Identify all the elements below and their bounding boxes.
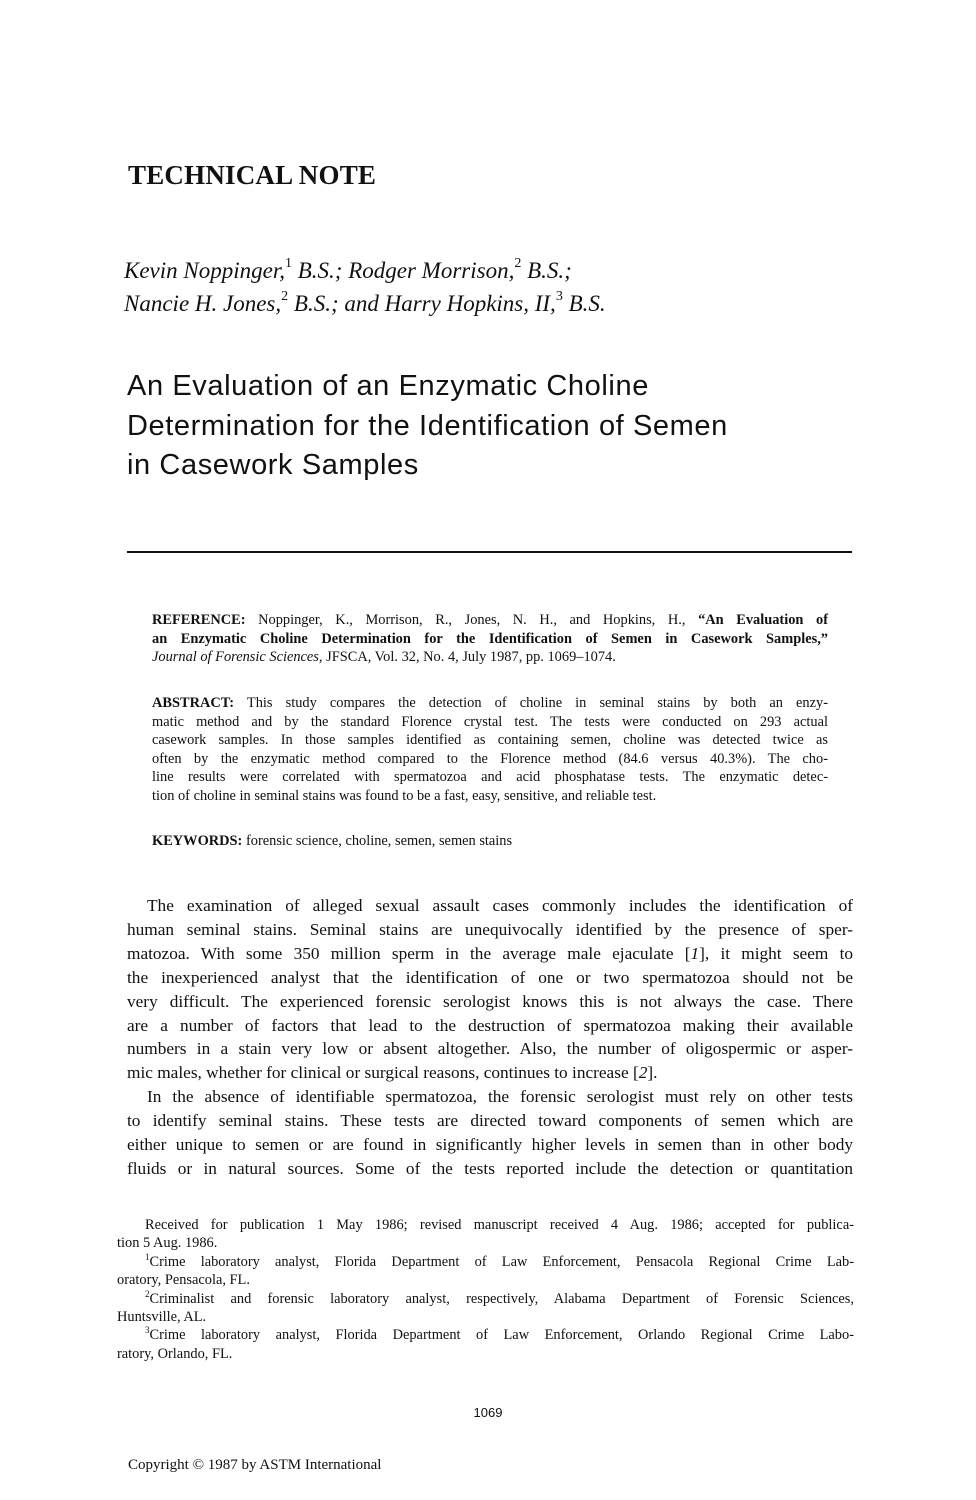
reference-title: an Enzymatic Choline Determination for the Identification of Semen in Casework Samples,” bbox=[152, 630, 828, 647]
author-name: Kevin Noppinger, bbox=[124, 258, 285, 283]
author-line-2 bbox=[124, 287, 606, 320]
footnote-mark: 3 bbox=[145, 1325, 150, 1336]
reference-block bbox=[152, 611, 828, 667]
author-name: Rodger Morrison, bbox=[348, 258, 515, 283]
reference-label: REFERENCE: bbox=[152, 612, 246, 628]
affiliation-mark: 2 bbox=[514, 256, 522, 272]
paper-title bbox=[127, 367, 867, 486]
body-line: numbers in a stain very low or absent altogether. Also, the number of oligospermic or asper- bbox=[127, 1039, 853, 1059]
author-line-1 bbox=[124, 254, 606, 287]
footnote-line: Huntsville, AL. bbox=[117, 1309, 207, 1326]
reference-title: “An Evaluation of bbox=[698, 612, 828, 628]
body-text-span: ], it might seem to bbox=[699, 943, 854, 963]
body-text-span: ]. bbox=[647, 1063, 658, 1083]
keywords-text: forensic science, choline, semen, semen stains bbox=[242, 833, 513, 849]
abstract-line bbox=[152, 694, 828, 713]
title-divider bbox=[127, 551, 852, 553]
reference-line bbox=[152, 611, 828, 630]
body-text-span: mic males, whether for clinical or surgical reasons, continues to increase [ bbox=[127, 1063, 639, 1083]
footnote-text: Crime laboratory analyst, Florida Department of Law Enforcement, Pensacola Regional Crime Lab- bbox=[149, 1253, 854, 1270]
affiliation-mark: 1 bbox=[285, 256, 292, 272]
affiliation-mark: 2 bbox=[281, 289, 289, 305]
citation-ref: 1 bbox=[690, 943, 700, 963]
footnote-text: Criminalist and forensic laboratory analyst, respectively, Alabama Department of Forensic Sciences, bbox=[149, 1290, 854, 1307]
author-list bbox=[124, 254, 606, 320]
body-line: the inexperienced analyst that the identification of one or two spermatozoa should not be bbox=[127, 967, 853, 987]
author-name: Nancie H. Jones, bbox=[124, 291, 282, 316]
abstract-block bbox=[152, 694, 828, 805]
page-number: 1069 bbox=[473, 1405, 503, 1420]
footnote-line bbox=[117, 1253, 854, 1271]
reference-journal: Journal of Forensic Sciences, bbox=[152, 649, 323, 665]
copyright-notice: Copyright © 1987 by ASTM International bbox=[128, 1457, 382, 1473]
footnote-line bbox=[117, 1326, 854, 1344]
body-line bbox=[127, 1061, 853, 1085]
footnote-line: ratory, Orlando, FL. bbox=[117, 1345, 233, 1362]
footnote-line: tion 5 Aug. 1986. bbox=[117, 1235, 218, 1252]
footnote-mark: 2 bbox=[145, 1288, 150, 1299]
title-line: An Evaluation of an Enzymatic Choline bbox=[127, 370, 649, 402]
abstract-line: tion of choline in seminal stains was found to be a fast, easy, sensitive, and reliable test. bbox=[152, 787, 657, 804]
abstract-label: ABSTRACT: bbox=[152, 695, 235, 711]
citation-ref: 2 bbox=[638, 1063, 648, 1083]
author-degree: B.S.; bbox=[521, 258, 572, 283]
body-line: either unique to semen or are found in significantly higher levels in semen than in other body bbox=[127, 1135, 853, 1155]
abstract-line: matic method and by the standard Florence crystal test. The tests were conducted on 293 actual bbox=[152, 713, 828, 730]
footnote-text: Crime laboratory analyst, Florida Department of Law Enforcement, Orlando Regional Crime Labo- bbox=[149, 1327, 854, 1344]
abstract-line: casework samples. In those samples identified as containing semen, choline was detected twice as bbox=[152, 732, 828, 748]
body-line: very difficult. The experienced forensic serologist knows this is not always the case. There bbox=[127, 991, 853, 1011]
abstract-line: often by the enzymatic method compared to the Florence method (84.6 versus 40.3%). The cho- bbox=[152, 750, 828, 767]
body-text-span: matozoa. With some 350 million sperm in the average male ejaculate [ bbox=[127, 943, 691, 963]
body-text bbox=[127, 894, 853, 1181]
reference-authors: Noppinger, K., Morrison, R., Jones, N. H., and Hopkins, H., bbox=[245, 612, 699, 628]
title-line: in Casework Samples bbox=[127, 449, 419, 481]
section-label: TECHNICAL NOTE bbox=[128, 160, 377, 190]
author-name: Harry Hopkins, II, bbox=[384, 291, 556, 316]
reference-line bbox=[152, 648, 828, 667]
title-line: Determination for the Identification of Semen bbox=[127, 409, 728, 442]
footnote-line: oratory, Pensacola, FL. bbox=[117, 1272, 250, 1289]
body-line bbox=[127, 942, 853, 966]
author-degree: B.S. bbox=[562, 291, 606, 316]
footnote-line bbox=[117, 1290, 854, 1308]
body-line: fluids or in natural sources. Some of the tests reported include the detection or quantitation bbox=[127, 1158, 853, 1178]
footnote-mark: 1 bbox=[145, 1252, 150, 1263]
keywords-label: KEYWORDS: bbox=[152, 833, 243, 849]
body-line: The examination of alleged sexual assault cases commonly includes the identification of bbox=[147, 896, 853, 915]
keywords-line bbox=[152, 832, 828, 851]
body-line: are a number of factors that lead to the destruction of spermatozoa making their available bbox=[127, 1015, 853, 1035]
body-line: to identify seminal stains. These tests are directed toward components of semen which are bbox=[127, 1111, 853, 1131]
reference-line bbox=[152, 630, 828, 649]
affiliation-mark: 3 bbox=[555, 289, 563, 305]
footnotes bbox=[117, 1216, 854, 1363]
body-line: human seminal stains. Seminal stains are unequivocally identified by the presence of sper- bbox=[127, 919, 853, 939]
abstract-line: line results were correlated with spermatozoa and acid phosphatase tests. The enzymatic detec- bbox=[152, 769, 828, 785]
keywords-block bbox=[152, 832, 828, 851]
abstract-text: This study compares the detection of choline in seminal stains by both an enzy- bbox=[234, 695, 828, 711]
author-degree: B.S.; bbox=[292, 258, 349, 283]
footnote-line: Received for publication 1 May 1986; revised manuscript received 4 Aug. 1986; accepted for publica- bbox=[145, 1217, 854, 1233]
body-line: In the absence of identifiable spermatozoa, the forensic serologist must rely on other tests bbox=[147, 1087, 853, 1107]
author-degree: B.S.; and bbox=[288, 291, 385, 316]
reference-details: JFSCA, Vol. 32, No. 4, July 1987, pp. 1069–1074. bbox=[322, 649, 616, 665]
